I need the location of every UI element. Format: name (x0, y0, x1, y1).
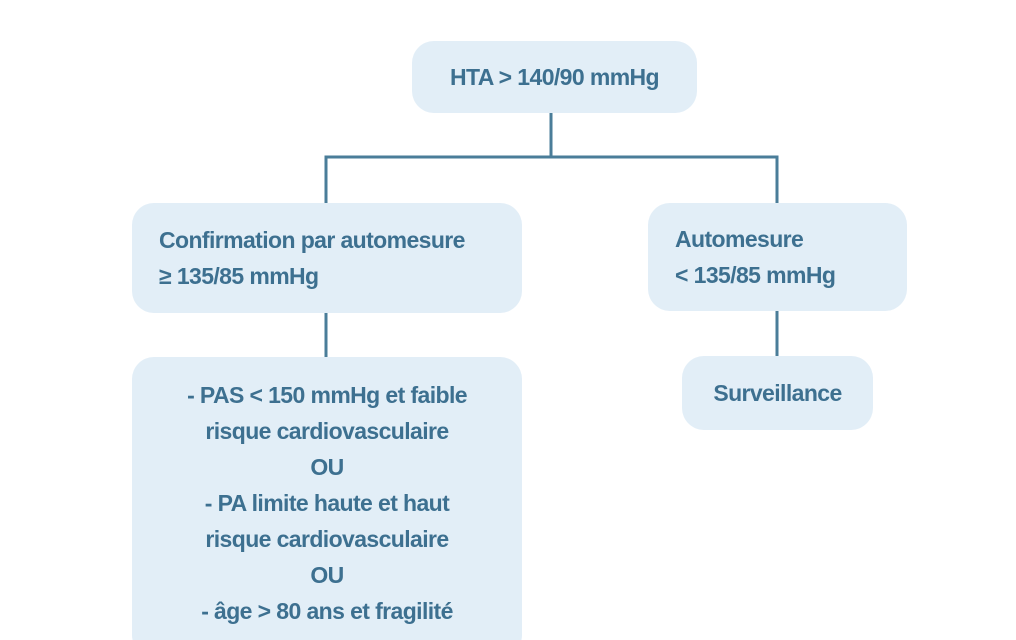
node-confirmation-line: Confirmation par automesure (159, 227, 465, 253)
node-criteria-line: OU (310, 454, 344, 480)
node-confirmation-line: ≥ 135/85 mmHg (159, 263, 319, 289)
node-root (412, 41, 697, 113)
node-automesure-low-line: < 135/85 mmHg (675, 262, 836, 288)
node-criteria-line: risque cardiovasculaire (205, 418, 449, 444)
node-confirmation-text (159, 222, 465, 294)
node-criteria-line: risque cardiovasculaire (205, 526, 449, 552)
node-automesure-low-text (675, 221, 835, 293)
node-criteria-line: - PA limite haute et haut (204, 490, 450, 516)
node-automesure-low (648, 203, 907, 311)
node-criteria-line: OU (310, 562, 344, 588)
node-confirmation (132, 203, 522, 313)
node-criteria-line: - PAS < 150 mmHg et faible (187, 382, 467, 408)
node-root-label: HTA > 140/90 mmHg (449, 63, 660, 90)
node-criteria-text (187, 377, 467, 629)
node-surveillance-label: Surveillance (713, 379, 842, 406)
node-automesure-low-line: Automesure (675, 226, 804, 252)
node-criteria (132, 357, 522, 640)
node-surveillance (682, 356, 873, 430)
node-criteria-line: - âge > 80 ans et fragilité (201, 598, 453, 624)
